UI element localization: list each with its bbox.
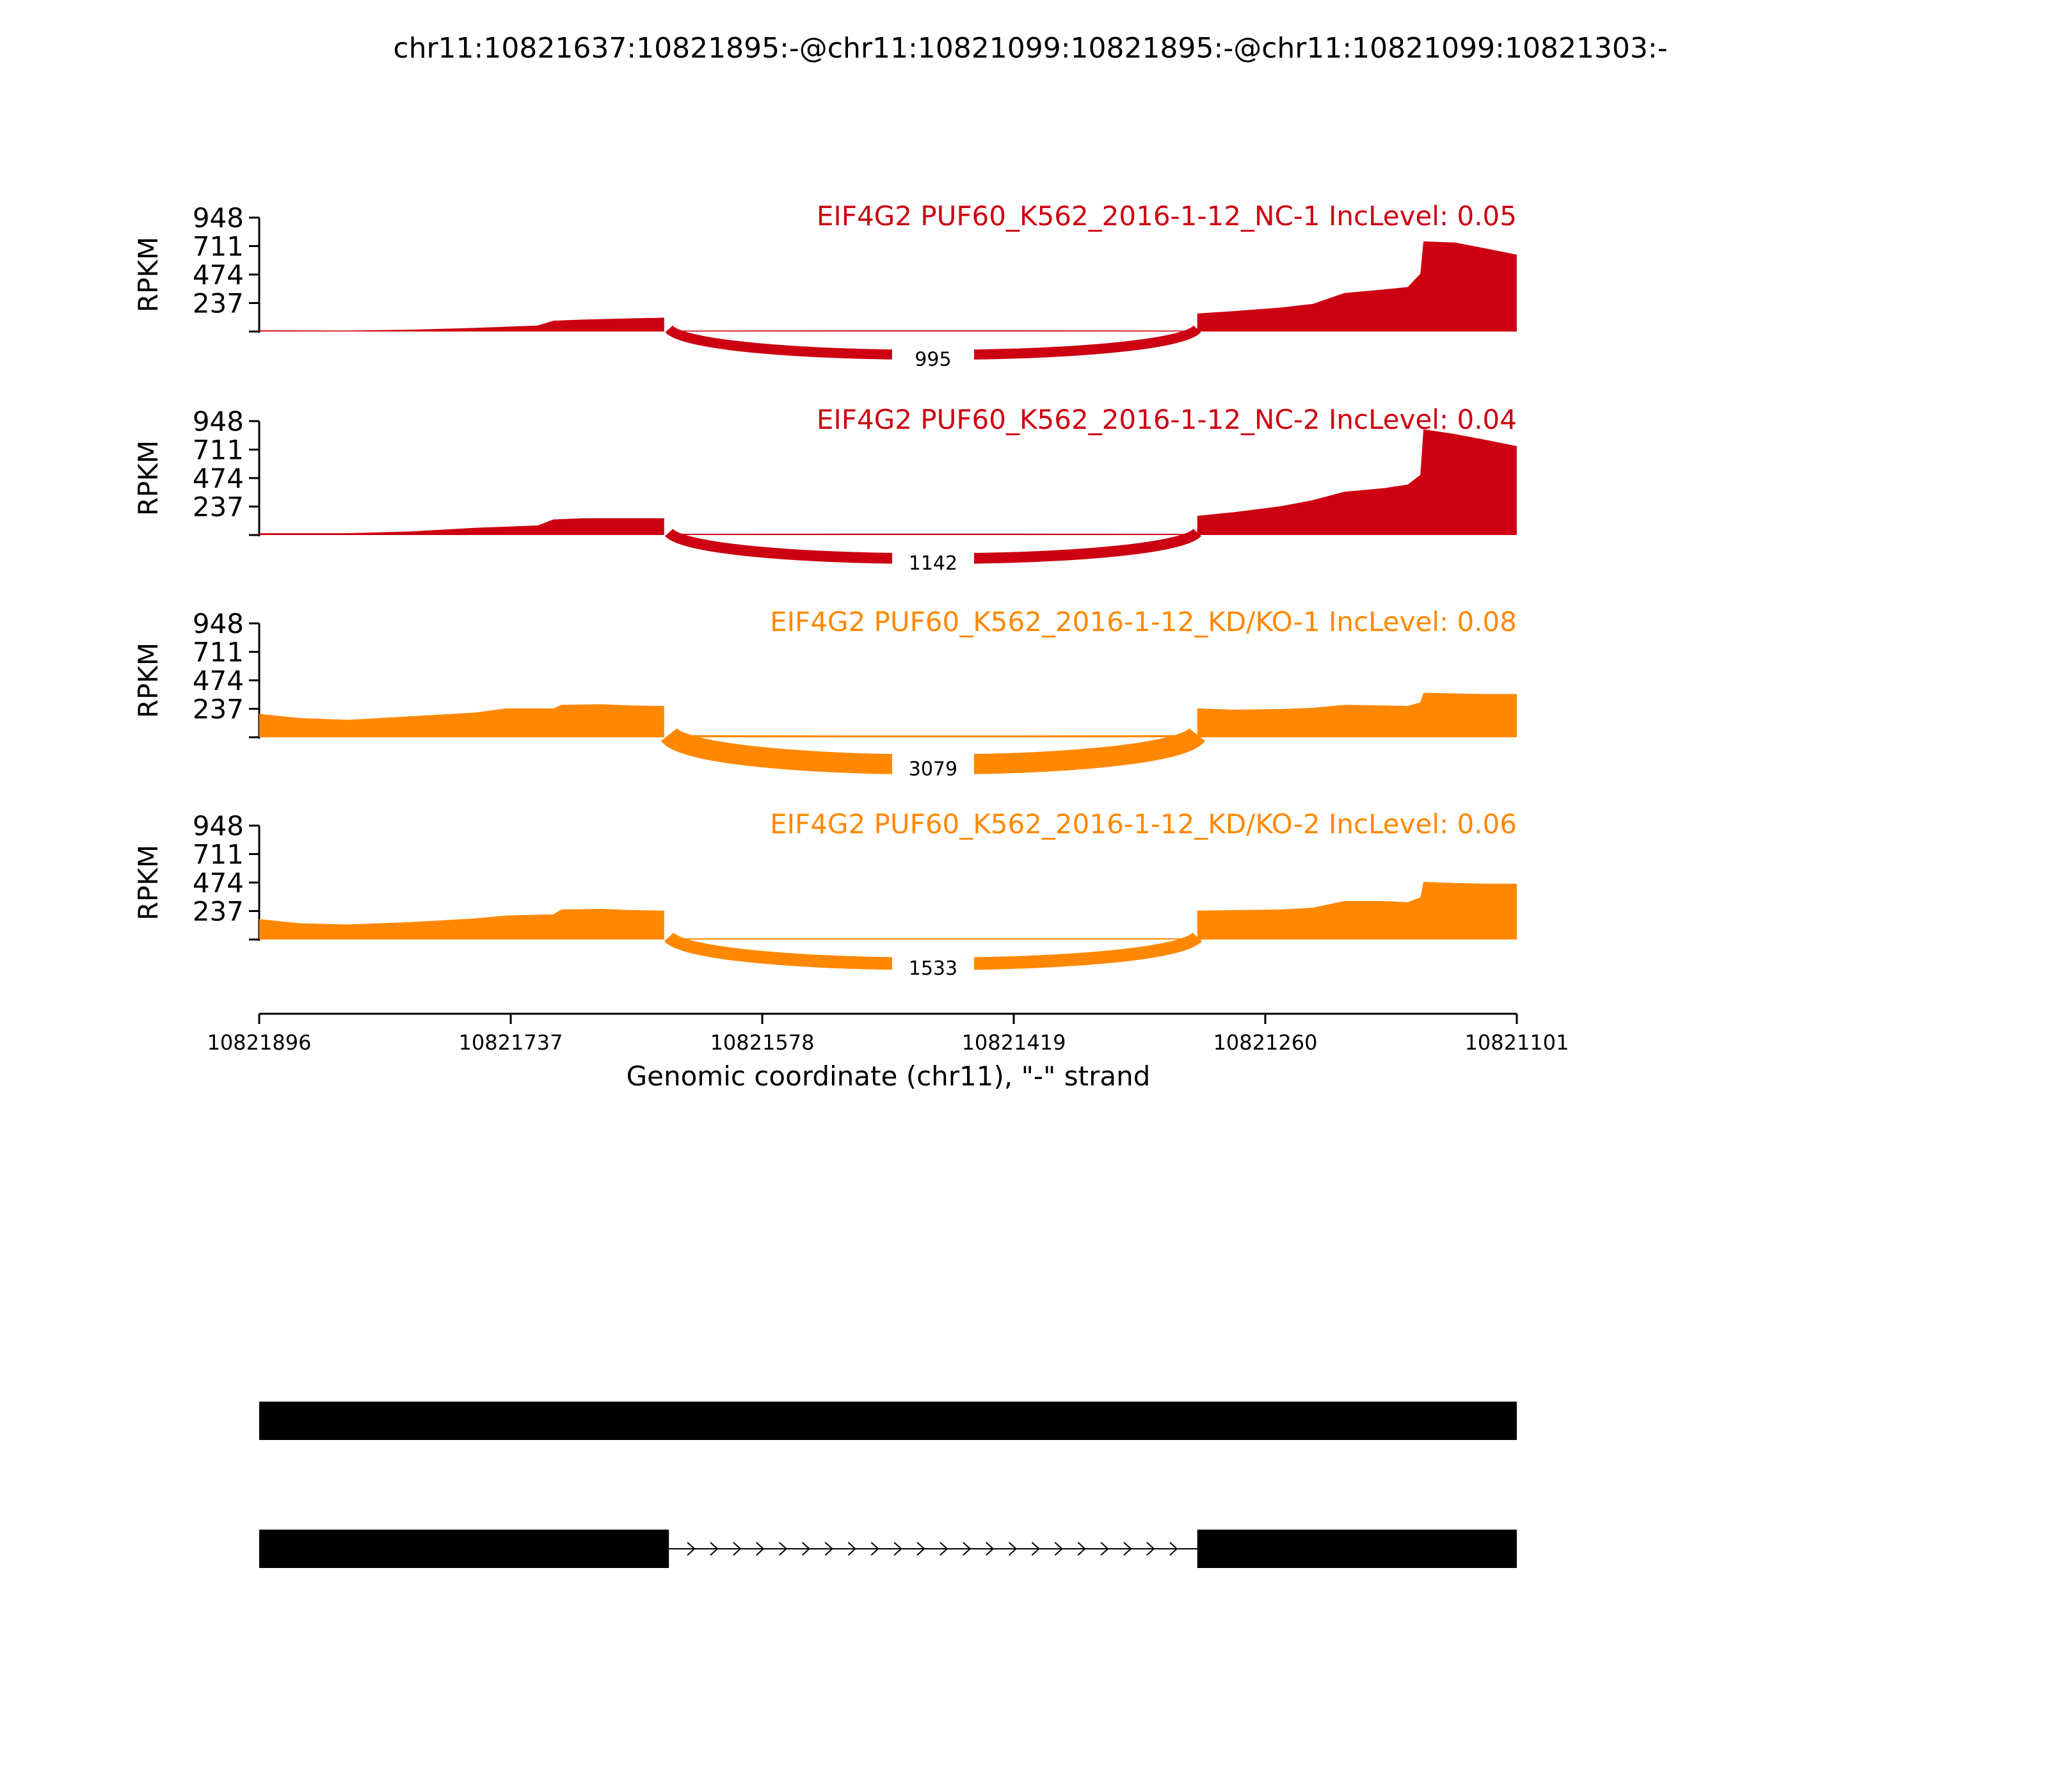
junction-count-label: 1533	[908, 957, 958, 980]
y-tick-label: 474	[192, 463, 244, 494]
intron-coverage-area	[680, 938, 1186, 940]
y-tick-label: 948	[192, 608, 244, 639]
y-tick-label: 474	[192, 867, 244, 899]
y-tick-label: 711	[192, 636, 244, 668]
x-axis-label: Genomic coordinate (chr11), "-" strand	[626, 1060, 1151, 1092]
y-tick-label: 711	[192, 838, 244, 870]
sample-label: EIF4G2 PUF60_K562_2016-1-12_KD/KO-2 IncLevel: 0.06	[770, 808, 1517, 840]
intron-coverage-area	[680, 330, 1186, 332]
junction-count-label: 1142	[908, 552, 958, 575]
intron-coverage-area	[680, 534, 1186, 535]
x-tick-label: 10821896	[207, 1030, 312, 1055]
y-tick-label: 711	[192, 434, 244, 466]
sample-label: EIF4G2 PUF60_K562_2016-1-12_NC-1 IncLevel: 0.05	[816, 200, 1517, 232]
isoform-1	[259, 1402, 1517, 1440]
y-tick-label: 237	[192, 693, 244, 725]
exon-block	[259, 1402, 1517, 1440]
exon-block	[259, 1530, 669, 1568]
sample-label: EIF4G2 PUF60_K562_2016-1-12_NC-2 IncLevel: 0.04	[816, 404, 1517, 435]
y-axis-label: RPKM	[132, 440, 164, 516]
x-tick-label: 10821260	[1213, 1030, 1318, 1055]
figure-title: chr11:10821637:10821895:-@chr11:10821099:10821895:-@chr11:10821099:10821303:-	[393, 32, 1668, 65]
x-tick-label: 10821101	[1464, 1030, 1569, 1055]
y-tick-label: 711	[192, 230, 244, 262]
junction-count-label: 995	[915, 348, 952, 371]
y-tick-label: 237	[192, 895, 244, 927]
y-tick-label: 948	[192, 406, 244, 437]
y-tick-label: 474	[192, 665, 244, 696]
y-axis-label: RPKM	[132, 236, 164, 313]
y-tick-label: 948	[192, 810, 244, 842]
x-tick-label: 10821578	[710, 1030, 815, 1055]
junction-count-label: 3079	[908, 758, 958, 781]
exon-block	[1197, 1530, 1517, 1568]
y-tick-label: 948	[192, 202, 244, 234]
x-tick-label: 10821419	[961, 1030, 1066, 1055]
y-tick-label: 474	[192, 259, 244, 291]
y-axis-label: RPKM	[132, 642, 164, 719]
y-tick-label: 237	[192, 491, 244, 523]
sample-label: EIF4G2 PUF60_K562_2016-1-12_KD/KO-1 IncLevel: 0.08	[770, 606, 1517, 637]
x-tick-label: 10821737	[458, 1030, 563, 1055]
y-tick-label: 237	[192, 287, 244, 319]
y-axis-label: RPKM	[132, 844, 164, 921]
